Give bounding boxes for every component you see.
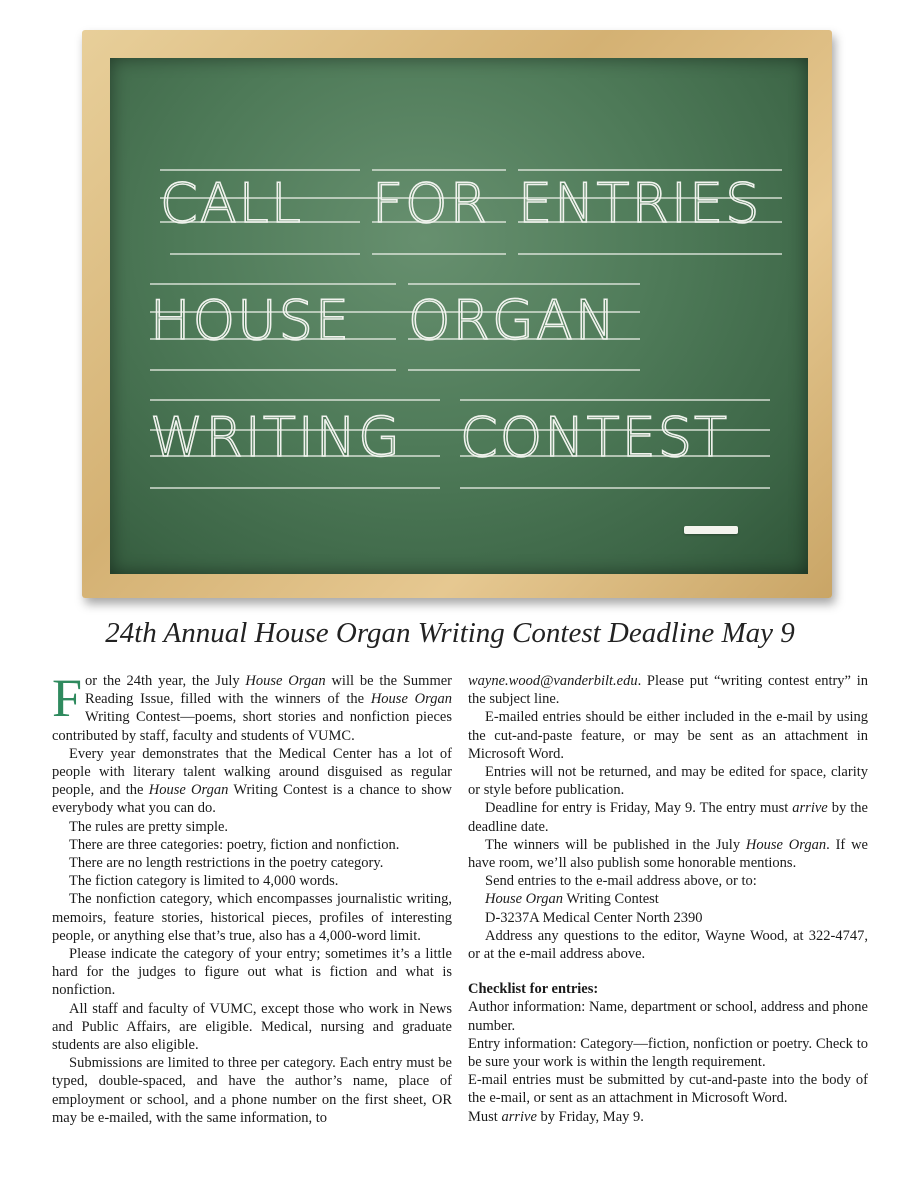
paragraph: Submissions are limited to three per category. Each entry must be typed, double-spaced, and have the author’s name, place of employment or school, and a phone number on the first sheet, OR may be e-mailed, with the same information, to — [52, 1055, 452, 1126]
paragraph: wayne.wood@vanderbilt.edu. Please put “writing contest entry” in the subject line. — [468, 673, 868, 708]
paragraph: Entries will not be returned, and may be edited for space, clarity or style before publication. — [468, 764, 868, 799]
chalkboard-surface — [110, 58, 808, 574]
paragraph: The winners will be published in the July House Organ. If we have room, we’ll also publish some honorable mentions. — [468, 836, 868, 872]
intro-paragraph: For the 24th year, the July House Organ will be the Summer Reading Issue, filled with the winners of the House Organ Writing Contest—poems, short stories and nonfiction pieces contributed by staff, faculty and students of VUMC. — [52, 668, 452, 744]
paragraph: Please indicate the category of your entry; sometimes it’s a little hard for the judges to figure out what is fiction and what is nonfiction. — [52, 946, 452, 999]
paragraph: There are no length restrictions in the poetry category. — [69, 855, 384, 872]
paragraph: E-mailed entries should be either included in the e-mail by using the cut-and-paste feature, or may be sent as an attachment in Microsoft Word. — [468, 709, 868, 762]
checklist-item: E-mail entries must be submitted by cut-and-paste into the body of the e-mail, or sent as an attachment in Microsoft Word. — [468, 1072, 868, 1107]
paragraph: The nonfiction category, which encompasses journalistic writing, memoirs, feature stories, historical pieces, profiles of interesting people, or anything else that’s true, also has a 4,000-word limit. — [52, 891, 452, 944]
paragraph: Deadline for entry is Friday, May 9. The entry must arrive by the deadline date. — [468, 800, 868, 835]
address-line: D-3237A Medical Center North 2390 — [485, 909, 703, 926]
drop-cap: F — [52, 668, 83, 728]
chalk-writing — [110, 58, 808, 574]
headline: 24th Annual House Organ Writing Contest Deadline May 9 — [105, 617, 795, 649]
checklist-title: Checklist for entries: — [468, 981, 599, 998]
paragraph: There are three categories: poetry, fiction and nonfiction. — [69, 836, 400, 853]
paragraph: Address any questions to the editor, Wayne Wood, at 322-4747, or at the e-mail address above. — [468, 927, 868, 963]
checklist-item: Author information: Name, department or school, address and phone number. — [468, 999, 868, 1034]
paragraph: The fiction category is limited to 4,000 words. — [69, 873, 339, 890]
paragraph: The rules are pretty simple. — [69, 818, 229, 835]
chalk-word: HOUSE — [150, 289, 352, 352]
chalk-word: FOR — [372, 172, 490, 235]
right-column — [468, 672, 868, 1126]
left-column — [52, 668, 452, 1127]
email-link[interactable]: wayne.wood@vanderbilt.edu — [468, 673, 638, 689]
address-line: House Organ Writing Contest — [485, 891, 659, 908]
chalk-stick — [684, 526, 738, 534]
paragraph: Every year demonstrates that the Medical Center has a lot of people with literary talent walking around disguised as regular people, and the House Organ Writing Contest is a chance to show everybody what you can do. — [52, 745, 452, 817]
paragraph: All staff and faculty of VUMC, except those who work in News and Public Affairs, are eligible. Medical, nursing and graduate students are also eligible. — [52, 1000, 452, 1054]
checklist-item: Must arrive by Friday, May 9. — [468, 1108, 644, 1125]
paragraph: Send entries to the e-mail address above, or to: — [485, 873, 757, 890]
chalk-word: WRITING — [150, 406, 402, 469]
chalk-word: CALL — [160, 172, 303, 235]
chalk-word: ORGAN — [408, 289, 618, 352]
chalkboard — [82, 30, 832, 598]
checklist-item: Entry information: Category—fiction, nonfiction or poetry. Check to be sure your work is within the length requirement. — [468, 1035, 868, 1071]
chalk-word: CONTEST — [460, 406, 729, 469]
chalk-word: ENTRIES — [518, 172, 762, 235]
